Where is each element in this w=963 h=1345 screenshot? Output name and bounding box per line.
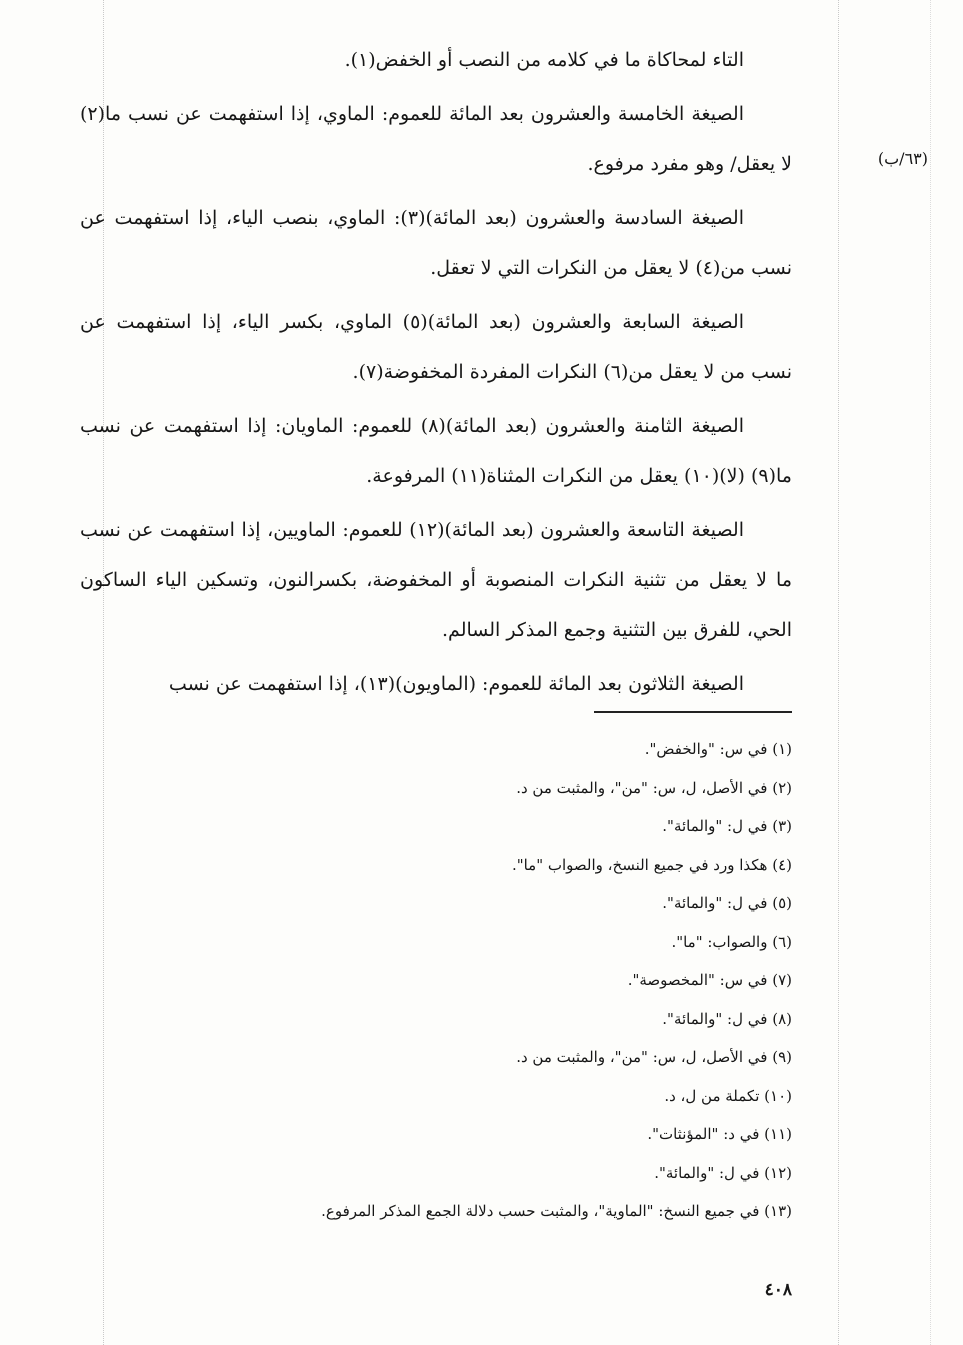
footnote: (٩) في الأصل، ل، س: "من"، والمثبت من د. — [516, 1048, 792, 1066]
margin-folio-reference: (٦٣/ب) — [877, 149, 928, 168]
footnote: (٥) في ل: "والمائة". — [662, 894, 792, 912]
paragraph: الصيغة الثامنة والعشرون (بعد المائة)(٨) للعموم: الماويان: إذا استفهمت عن نسب ما(٩) (لا)(١٠) يعقل من النكرات المثناة(١١) المرفوعة. — [80, 415, 792, 487]
footnote-separator — [594, 711, 792, 713]
footnote: (١٣) في جميع النسخ: "الماوية"، والمثبت حسب دلالة الجمع المذكر المرفوع. — [321, 1202, 792, 1220]
paragraph: الصيغة الثلاثون بعد المائة للعموم: (الماويون)(١٣)، إذا استفهمت عن نسب — [168, 673, 744, 695]
footnote: (٧) في س: "المخصوصة". — [627, 971, 792, 989]
page-number: ٤٠٨ — [764, 1280, 792, 1300]
footnote: (٤) هكذا ورد في جميع النسخ، والصواب "ما". — [511, 855, 792, 874]
footnote: (١١) في د: "المؤنثات". — [647, 1125, 792, 1143]
footnote: (١) في س: "والخفض". — [644, 740, 792, 758]
paragraph: الصيغة السابعة والعشرون (بعد المائة)(٥) الماوي، بكسر الياء، إذا استفهمت عن نسب من لا يعقل من(٦) النكرات المفردة المخفوضة(٧). — [80, 311, 792, 383]
footnote: (٣) في ل: "والمائة". — [662, 817, 792, 835]
scan-guide-line — [838, 0, 839, 1345]
main-text — [80, 35, 792, 709]
footnote: (٢) في الأصل، ل، س: "من"، والمثبت من د. — [516, 778, 792, 797]
footnote: (١٢) في ل: "والمائة". — [654, 1163, 792, 1182]
footnote: (١٠) تكملة من ل، د. — [664, 1086, 792, 1105]
scan-guide-line — [930, 0, 931, 1345]
footnote: (٦) والصواب: "ما". — [671, 932, 792, 951]
footnotes — [200, 730, 792, 1231]
paragraph: الصيغة السادسة والعشرون (بعد المائة)(٣): الماوي، بنصب الياء، إذا استفهمت عن نسب من(٤) لا يعقل من النكرات التي لا تعقل. — [80, 207, 792, 279]
paragraph: التاء لمحاكاة ما في كلامه من النصب أو الخفض(١). — [344, 49, 744, 71]
paragraph: الصيغة التاسعة والعشرون (بعد المائة)(١٢) للعموم: الماويين، إذا استفهمت عن نسب ما لا يعقل من تثنية النكرات المنصوبة أو المخفوضة، بكسرالنون، وتسكين الياء الساكون الحي، للفرق بين التثنية وجمع المذكر السالم. — [80, 519, 792, 641]
paragraph: الصيغة الخامسة والعشرون بعد المائة للعموم: الماوي، إذا استفهمت عن نسب ما(٢) لا يعقل/ وهو مفرد مرفوع. — [80, 103, 792, 175]
footnote: (٨) في ل: "والمائة". — [662, 1009, 792, 1028]
